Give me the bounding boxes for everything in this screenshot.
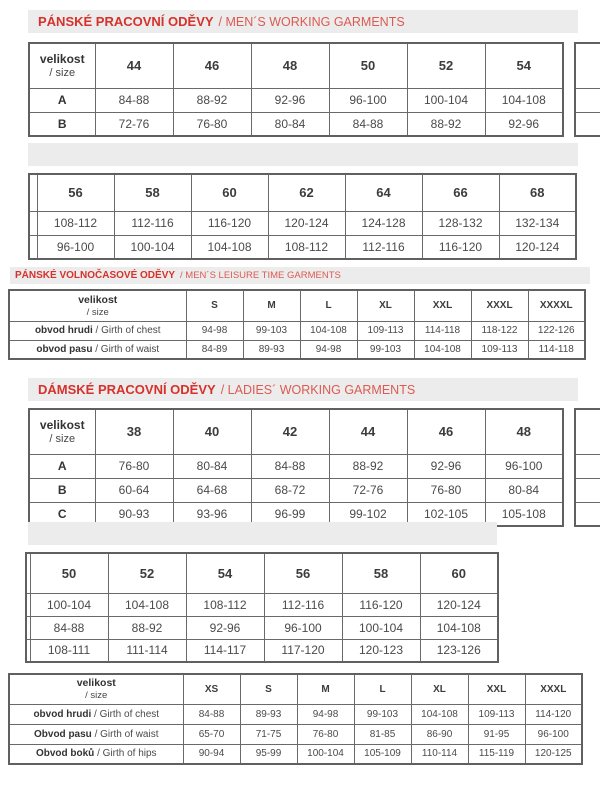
size-column-header: 60: [191, 174, 268, 211]
size-range-cell: 120-123: [342, 639, 420, 662]
size-range-cell: 116-120: [422, 235, 499, 259]
clipped-next-column-sliver: [574, 408, 600, 527]
size-range-cell: 114-117: [186, 639, 264, 662]
size-range-cell: 104-108: [420, 616, 498, 639]
size-range-cell: 112-116: [114, 211, 191, 235]
size-range-cell: 80-84: [173, 454, 251, 478]
clipped-column-fragment: [29, 235, 37, 259]
size-range-cell: 94-98: [300, 340, 357, 359]
size-column-header: 46: [173, 43, 251, 88]
size-range-cell: 99-103: [354, 704, 411, 724]
size-range-cell: 93-96: [173, 502, 251, 526]
size-range-cell: 90-93: [95, 502, 173, 526]
row-label: A: [29, 88, 95, 112]
size-range-cell: 76-80: [95, 454, 173, 478]
section-title-czech: DÁMSKÉ PRACOVNÍ ODĚVY: [38, 382, 216, 397]
size-range-cell: 84-88: [329, 112, 407, 136]
row-label: A: [29, 454, 95, 478]
row-label: obvod pasu / Girth of waist: [9, 340, 186, 359]
size-range-cell: 71-75: [240, 724, 297, 744]
size-column-header: XXXL: [525, 674, 582, 704]
size-column-header: L: [300, 290, 357, 321]
size-label-line2: / size: [85, 690, 108, 702]
row-label: obvod hrudi / Girth of chest: [9, 704, 183, 724]
section-title-english: / MEN´S LEISURE TIME GARMENTS: [180, 270, 341, 281]
size-column-header: 56: [37, 174, 114, 211]
clipped-cell: [575, 478, 600, 502]
size-range-cell: 108-111: [30, 639, 108, 662]
size-range-cell: 96-100: [525, 724, 582, 744]
size-column-header: XXL: [414, 290, 471, 321]
size-range-cell: 99-102: [329, 502, 407, 526]
size-range-cell: 104-108: [485, 88, 563, 112]
section-title-english: / MEN´S WORKING GARMENTS: [218, 14, 405, 29]
size-range-cell: 84-88: [30, 616, 108, 639]
size-column-header: 54: [186, 553, 264, 593]
size-range-cell: 124-128: [345, 211, 422, 235]
size-range-cell: 108-112: [37, 211, 114, 235]
size-range-cell: 105-109: [354, 744, 411, 764]
size-range-cell: 104-108: [414, 340, 471, 359]
size-column-header: 44: [95, 43, 173, 88]
size-range-cell: 102-105: [407, 502, 485, 526]
size-range-cell: 116-120: [191, 211, 268, 235]
mens-working-size-table-56-68: [28, 173, 577, 260]
size-range-cell: 112-116: [345, 235, 422, 259]
clipped-cell: [575, 454, 600, 478]
size-column-header: M: [243, 290, 300, 321]
size-column-header: 58: [342, 553, 420, 593]
size-label-line2: / size: [49, 66, 76, 79]
size-column-header: XL: [411, 674, 468, 704]
size-range-cell: 96-100: [485, 454, 563, 478]
ladies-working-table-viewport: [28, 408, 600, 534]
size-column-header: 40: [173, 409, 251, 454]
size-column-header: 60: [420, 553, 498, 593]
size-column-header: S: [186, 290, 243, 321]
size-range-cell: 92-96: [407, 454, 485, 478]
section-title-english: / LADIES´ WORKING GARMENTS: [220, 382, 416, 397]
size-column-header: 66: [422, 174, 499, 211]
size-range-cell: 114-118: [528, 340, 585, 359]
size-range-cell: 86-90: [411, 724, 468, 744]
size-range-cell: 108-112: [268, 235, 345, 259]
size-range-cell: 104-108: [191, 235, 268, 259]
size-label-line1: velikost: [76, 677, 116, 690]
clipped-header-cell: [575, 43, 600, 88]
size-label-header: [9, 674, 183, 704]
size-column-header: 58: [114, 174, 191, 211]
size-range-cell: 120-124: [268, 211, 345, 235]
size-range-cell: 104-108: [300, 321, 357, 340]
section-header-mens-leisure: [10, 267, 590, 284]
clipped-cell: [575, 502, 600, 526]
size-label-header: [29, 409, 95, 454]
size-label-header: [29, 43, 95, 88]
size-range-cell: 94-98: [297, 704, 354, 724]
ladies-working-size-table-50-60: [25, 552, 499, 663]
size-range-cell: 109-113: [357, 321, 414, 340]
size-range-cell: 132-134: [499, 211, 576, 235]
size-range-cell: 99-103: [243, 321, 300, 340]
gray-divider-band: [28, 522, 497, 545]
size-column-header: XL: [357, 290, 414, 321]
size-column-header: 68: [499, 174, 576, 211]
size-range-cell: 95-99: [240, 744, 297, 764]
size-label-line2: / size: [86, 306, 109, 318]
section-title-czech: PÁNSKÉ PRACOVNÍ ODĚVY: [38, 14, 214, 29]
size-column-header: XXL: [468, 674, 525, 704]
row-label: Obvod pasu / Girth of waist: [9, 724, 183, 744]
size-range-cell: 84-89: [186, 340, 243, 359]
size-range-cell: 80-84: [251, 112, 329, 136]
section-header-mens-working: [28, 10, 578, 33]
size-range-cell: 88-92: [108, 616, 186, 639]
size-range-cell: 84-88: [251, 454, 329, 478]
size-range-cell: 96-100: [329, 88, 407, 112]
ladies-leisure-size-table: [8, 673, 583, 765]
section-title-czech: PÁNSKÉ VOLNOČASOVÉ ODĚVY: [15, 270, 176, 281]
size-column-header: XXXL: [471, 290, 528, 321]
size-range-cell: 94-98: [186, 321, 243, 340]
size-range-cell: 120-125: [525, 744, 582, 764]
size-range-cell: 91-95: [468, 724, 525, 744]
size-column-header: 50: [30, 553, 108, 593]
size-range-cell: 72-76: [329, 478, 407, 502]
size-range-cell: 80-84: [485, 478, 563, 502]
size-range-cell: 99-103: [357, 340, 414, 359]
size-column-header: 50: [329, 43, 407, 88]
mens-leisure-size-table: [8, 289, 586, 360]
size-column-header: 46: [407, 409, 485, 454]
size-range-cell: 88-92: [407, 112, 485, 136]
size-range-cell: 122-126: [528, 321, 585, 340]
size-column-header: XXXXL: [528, 290, 585, 321]
size-label-line1: velikost: [39, 51, 85, 66]
size-range-cell: 65-70: [183, 724, 240, 744]
gray-divider-band: [28, 143, 578, 166]
size-range-cell: 100-104: [407, 88, 485, 112]
size-range-cell: 88-92: [173, 88, 251, 112]
size-range-cell: 105-108: [485, 502, 563, 526]
size-range-cell: 90-94: [183, 744, 240, 764]
size-range-cell: 92-96: [251, 88, 329, 112]
size-range-cell: 109-113: [471, 340, 528, 359]
size-range-cell: 118-122: [471, 321, 528, 340]
size-range-cell: 92-96: [186, 616, 264, 639]
size-range-cell: 120-124: [420, 593, 498, 616]
size-range-cell: 104-108: [108, 593, 186, 616]
size-column-header: 44: [329, 409, 407, 454]
size-column-header: 48: [485, 409, 563, 454]
mens-working-size-table-44-54: [28, 42, 564, 137]
row-label: C: [29, 502, 95, 526]
size-range-cell: 81-85: [354, 724, 411, 744]
clipped-cell: [575, 88, 600, 112]
size-range-cell: 92-96: [485, 112, 563, 136]
size-column-header: 64: [345, 174, 422, 211]
size-range-cell: 123-126: [420, 639, 498, 662]
row-label: B: [29, 478, 95, 502]
size-range-cell: 89-93: [240, 704, 297, 724]
clipped-header-cell: [575, 409, 600, 454]
size-range-cell: 60-64: [95, 478, 173, 502]
size-range-cell: 116-120: [342, 593, 420, 616]
row-label: obvod hrudi / Girth of chest: [9, 321, 186, 340]
size-range-cell: 76-80: [297, 724, 354, 744]
size-range-cell: 96-100: [37, 235, 114, 259]
size-column-header: M: [297, 674, 354, 704]
size-label-line2: / size: [49, 432, 76, 445]
size-range-cell: 100-104: [342, 616, 420, 639]
size-label-header: [9, 290, 186, 321]
size-range-cell: 100-104: [297, 744, 354, 764]
clipped-column-fragment: [29, 174, 37, 211]
size-column-header: 52: [108, 553, 186, 593]
row-label: B: [29, 112, 95, 136]
size-range-cell: 114-118: [414, 321, 471, 340]
size-range-cell: 72-76: [95, 112, 173, 136]
size-column-header: 62: [268, 174, 345, 211]
size-column-header: 38: [95, 409, 173, 454]
size-column-header: S: [240, 674, 297, 704]
size-range-cell: 96-99: [251, 502, 329, 526]
size-label-line1: velikost: [78, 293, 118, 306]
size-range-cell: 111-114: [108, 639, 186, 662]
size-column-header: 56: [264, 553, 342, 593]
size-range-cell: 68-72: [251, 478, 329, 502]
size-range-cell: 100-104: [114, 235, 191, 259]
mens-working-table-viewport: [28, 42, 600, 143]
clipped-next-column-sliver: [574, 42, 600, 137]
size-range-cell: 76-80: [173, 112, 251, 136]
size-range-cell: 109-113: [468, 704, 525, 724]
size-column-header: L: [354, 674, 411, 704]
size-range-cell: 100-104: [30, 593, 108, 616]
clipped-column-fragment: [29, 211, 37, 235]
size-range-cell: 88-92: [329, 454, 407, 478]
size-range-cell: 76-80: [407, 478, 485, 502]
size-range-cell: 84-88: [183, 704, 240, 724]
size-range-cell: 89-93: [243, 340, 300, 359]
row-label: Obvod boků / Girth of hips: [9, 744, 183, 764]
section-header-ladies-working: [28, 378, 578, 401]
size-range-cell: 120-124: [499, 235, 576, 259]
size-range-cell: 128-132: [422, 211, 499, 235]
size-range-cell: 64-68: [173, 478, 251, 502]
size-column-header: 48: [251, 43, 329, 88]
size-range-cell: 84-88: [95, 88, 173, 112]
size-column-header: XS: [183, 674, 240, 704]
size-label-line1: velikost: [39, 417, 85, 432]
size-range-cell: 104-108: [411, 704, 468, 724]
size-column-header: 42: [251, 409, 329, 454]
size-range-cell: 108-112: [186, 593, 264, 616]
size-range-cell: 110-114: [411, 744, 468, 764]
size-range-cell: 96-100: [264, 616, 342, 639]
size-range-cell: 114-120: [525, 704, 582, 724]
size-column-header: 52: [407, 43, 485, 88]
size-range-cell: 112-116: [264, 593, 342, 616]
ladies-working-size-table-38-48: [28, 408, 564, 527]
clipped-cell: [575, 112, 600, 136]
size-column-header: 54: [485, 43, 563, 88]
size-range-cell: 117-120: [264, 639, 342, 662]
size-range-cell: 115-119: [468, 744, 525, 764]
